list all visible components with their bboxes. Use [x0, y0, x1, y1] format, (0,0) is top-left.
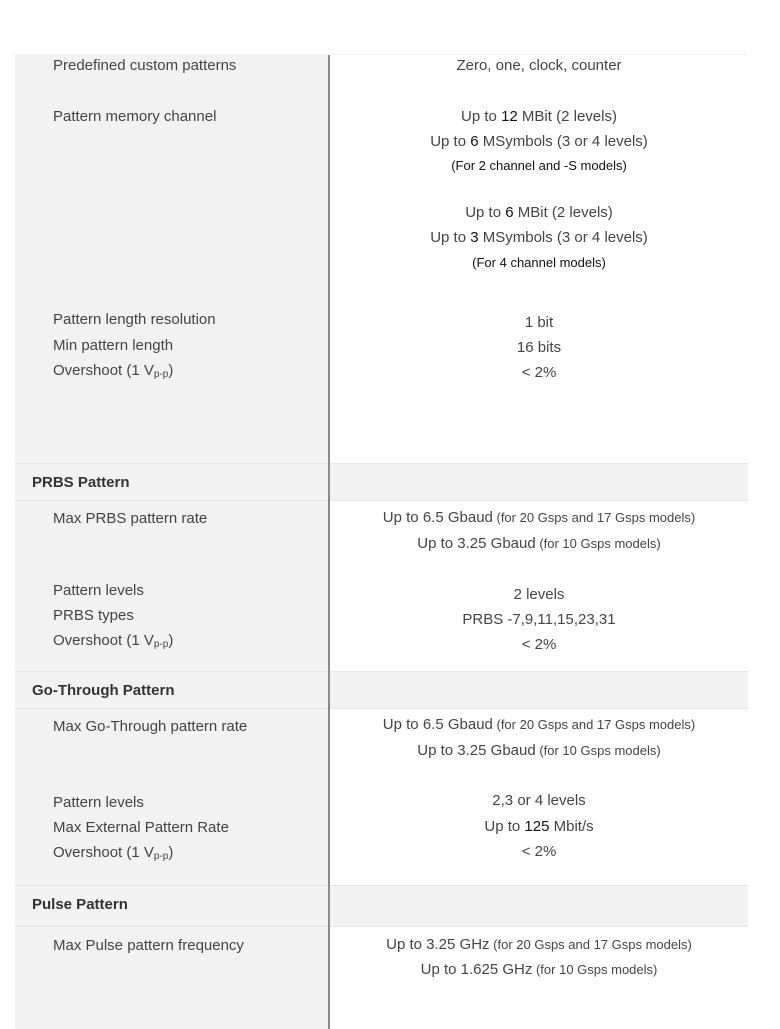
pulse-freq-line2: Up to 1.625 GHz (for 10 Gsps models): [420, 961, 658, 978]
prbs-levels-value: 2 levels: [513, 586, 565, 603]
top-border: [15, 54, 748, 55]
prbs-types-value: PRBS -7,9,11,15,23,31: [462, 611, 616, 628]
prbs-overshoot-value: < 2%: [521, 636, 557, 653]
prbs-max-rate-label: Max PRBS pattern rate: [53, 510, 208, 527]
gothrough-levels-label: Pattern levels: [53, 794, 144, 811]
prbs-rate-line2: Up to 3.25 Gbaud (for 10 Gsps models): [417, 535, 661, 552]
label-column-background: [15, 55, 328, 1029]
pulse-max-freq-label: Max Pulse pattern frequency: [53, 937, 244, 954]
length-resolution-value: 1 bit: [524, 314, 554, 331]
predefined-patterns-label: Predefined custom patterns: [53, 57, 237, 74]
min-length-value: 16 bits: [516, 339, 562, 356]
prbs-overshoot-label: Overshoot (1 $V_{p-p}$): [53, 632, 174, 650]
section-title-prbs: PRBS Pattern: [32, 474, 130, 491]
min-length-label: Min pattern length: [53, 337, 174, 354]
section-band-pulse: [15, 885, 748, 927]
gothrough-overshoot-label: Overshoot (1 $V_{p-p}$): [53, 844, 174, 862]
gothrough-levels-value: 2,3 or 4 levels: [492, 792, 586, 809]
memory-4ch-line1: Up to 6 MBit (2 levels): [465, 204, 613, 221]
prbs-levels-label: Pattern levels: [53, 582, 144, 599]
memory-4ch-line2: Up to 3 MSymbols (3 or 4 levels): [430, 229, 648, 246]
memory-4ch-note: (For 4 channel models): [472, 255, 606, 270]
gothrough-overshoot-value: < 2%: [521, 843, 557, 860]
pulse-freq-line1: Up to 3.25 GHz (for 20 Gsps and 17 Gsps models): [386, 936, 692, 953]
ext-rate-label: Max External Pattern Rate: [53, 819, 229, 836]
memory-2ch-note: (For 2 channel and -S models): [451, 158, 627, 173]
predefined-patterns-value: Zero, one, clock, counter: [456, 57, 622, 74]
memory-2ch-line1: Up to 12 MBit (2 levels): [461, 108, 617, 125]
gothrough-rate-line2: Up to 3.25 Gbaud (for 10 Gsps models): [417, 742, 661, 759]
length-resolution-label: Pattern length resolution: [53, 311, 216, 328]
ext-rate-value: Up to 125 Mbit/s: [484, 818, 594, 835]
memory-2ch-line2: Up to 6 MSymbols (3 or 4 levels): [430, 133, 648, 150]
overshoot-value: < 2%: [521, 364, 557, 381]
section-title-gothrough: Go-Through Pattern: [32, 682, 175, 699]
section-band-prbs: [15, 463, 748, 501]
overshoot-label: Overshoot (1 $V_{p-p}$): [53, 362, 174, 380]
prbs-types-label: PRBS types: [53, 607, 134, 624]
section-band-gothrough: [15, 671, 748, 709]
section-title-pulse: Pulse Pattern: [32, 896, 128, 913]
gothrough-max-rate-label: Max Go-Through pattern rate: [53, 718, 248, 735]
gothrough-rate-line1: Up to 6.5 Gbaud (for 20 Gsps and 17 Gsps models): [382, 716, 696, 733]
prbs-rate-line1: Up to 6.5 Gbaud (for 20 Gsps and 17 Gsps models): [382, 509, 696, 526]
pattern-memory-label: Pattern memory channel: [53, 108, 217, 125]
